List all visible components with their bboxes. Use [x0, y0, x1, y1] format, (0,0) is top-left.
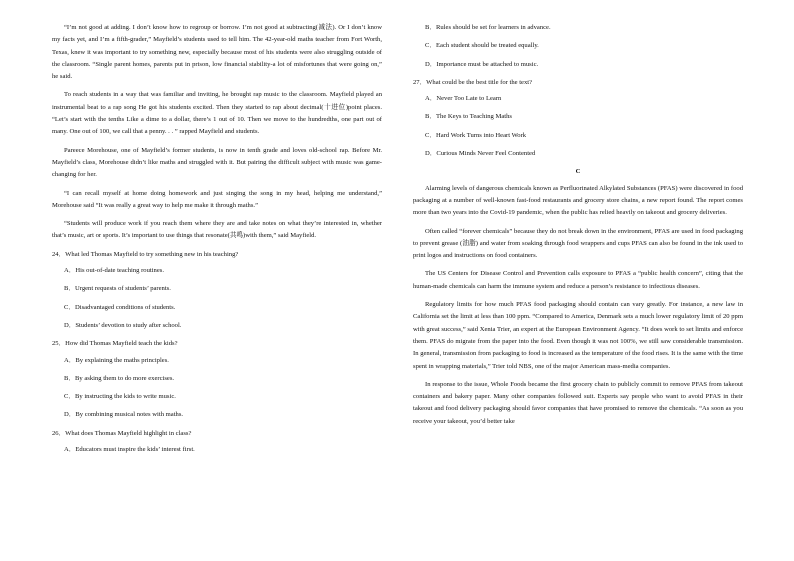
passage-b-paragraph-2: To reach students in a way that was familiar and inviting, he brought rap music to the classroom. Mayfield played an instrumental beat to a rap song He got his students excited. Then they started to rap about decimal(十进位)point places. “Let’s start with the tenths Like a dime to a dollar, there’s 1 out of 10. Then we move to the hundredths, one part out of many. One out of 100, we call that a penny. . . ” rapped Mayfield and students.	[52, 91, 382, 136]
passage-b-paragraph-1: “I’m not good at adding. I don’t know how to regroup or borrow. I’m not good at subtracting(减法). Or I don’t know my facts yet, and I’m a fifth-grader,” Mayfield’s students used to tell him. The 42-year-old maths teacher from Fort Worth, Texas, knew it was important to try something new, especially because most of his students were also struggling outside of the classroom. “Single parent homes, parents put in prison, low financial stability-a lot of misfortunes that were going on,” he said.	[52, 24, 382, 81]
section-heading: C	[575, 168, 581, 176]
question-stem: 26．What does Thomas Mayfield highlight in class?	[52, 429, 192, 437]
option-c: C．Disadvantaged conditions of students.	[64, 303, 176, 311]
question-26	[52, 428, 382, 457]
question-24	[52, 249, 382, 332]
right-column	[413, 22, 743, 434]
question-stem: 25．How did Thomas Mayfield teach the kids?	[52, 340, 178, 348]
option-b: B．The Keys to Teaching Maths	[425, 113, 512, 121]
option-c: C．By instructing the kids to write music.	[64, 393, 176, 401]
option-c: C．Hard Work Turns into Heart Work	[425, 131, 527, 139]
passage-b-paragraph-4: “I can recall myself at home doing homework and just singing the song in my head, helping me understand,” Morehouse said “It was really a great way to help me make it through maths.”	[52, 189, 382, 209]
passage-c-paragraph-3: The US Centers for Disease Control and Prevention calls exposure to PFAS a “public health concern”, citing that the human-made chemicals can harm the immune system and reduce a person’s resistance to infectious diseases.	[413, 270, 743, 290]
passage-b-paragraph-5: “Students will produce work if you reach them where they are and take notes on what they’re interested in, whether that’s music, art or sports. It’s important to use things that resonate(共鸣)with them,” said Mayfield.	[52, 220, 382, 240]
option-a: A．Never Too Late to Learn	[425, 95, 502, 103]
passage-c-paragraph-2: Often called “forever chemicals” because they do not break down in the environment, PFAS are used in food packaging to prevent grease (油脂) and water from soaking through food wrappers and cups PFAS can also be found in the ink used to print logos and instructions on food containers.	[413, 227, 743, 260]
option-d: D．Importance must be attached to music.	[425, 60, 539, 68]
passage-c-paragraph-5: In response to the issue, Whole Foods became the first grocery chain to publicly commit to remove PFAS from takeout containers and bakery paper. Many other companies followed suit. Experts say people who want to avoid PFAS in their takeout and food delivery packaging should favor companies that have promised to remove the chemicals. “As soon as you receive your takeout, you’d better take	[413, 380, 743, 425]
question-25	[52, 338, 382, 421]
question-stem: 27．What could be the best title for the text?	[413, 78, 533, 86]
question-27	[413, 77, 743, 160]
option-c: C．Each student should be treated equally.	[425, 42, 539, 50]
question-stem: 24．What led Thomas Mayfield to try something new in his teaching?	[52, 250, 239, 258]
passage-c-paragraph-1: Alarming levels of dangerous chemicals known as Perfluorinated Alkylated Substances (PFAS) were discovered in food packaging at a number of well-known fast-food restaurants and grocery store chains, a new report found. The report comes more than two years into the Covid-19 pandemic, when the public has relied heavily on takeout and grocery deliveries.	[413, 184, 743, 217]
option-d: D．Students’ devotion to study after school.	[64, 321, 182, 329]
passage-c-paragraph-4: Regulatory limits for how much PFAS food packaging should contain can vary greatly. For instance, a new law in California set the limit at less than 100 ppm. “Compared to America, Denmark sets a much lower regulatory limit of 20 ppm with great success,” said Xenia Trier, an expert at the European Environment Agency. “It does work to set limits and enforce them. PFAS do migrate from the paper into the food. Even though it was not 100%, we still saw considerable transmission. In general, transmission from packaging to food is increased as the temperature of the food rises. It is the same with the time spent in wrapping materials,” Trier told NBS, one of the major American mass-media companies.	[413, 301, 743, 370]
option-d: D．By combining musical notes with maths.	[64, 411, 184, 419]
option-b: B．By asking them to do more exercises.	[64, 374, 175, 382]
option-a: A．His out-of-date teaching routines.	[64, 267, 164, 275]
option-a: A．By explaining the maths principles.	[64, 356, 169, 364]
option-b: B．Urgent requests of students’ parents.	[64, 285, 171, 293]
option-d: D．Curious Minds Never Feel Contented	[425, 150, 536, 158]
option-b: B．Rules should be set for learners in advance.	[425, 24, 551, 31]
passage-b-paragraph-3: Pareece Morehouse, one of Mayfield’s former students, is now in tenth grade and loves old-school rap. Before Mr. Mayfield’s class, Morehouse didn’t like maths and struggled with it. But pairing the difficult subject with music was game-changing for her.	[52, 146, 382, 179]
question-26-continued	[413, 22, 743, 71]
option-a: A．Educators must inspire the kids’ interest first.	[64, 446, 195, 454]
left-column	[52, 22, 382, 462]
